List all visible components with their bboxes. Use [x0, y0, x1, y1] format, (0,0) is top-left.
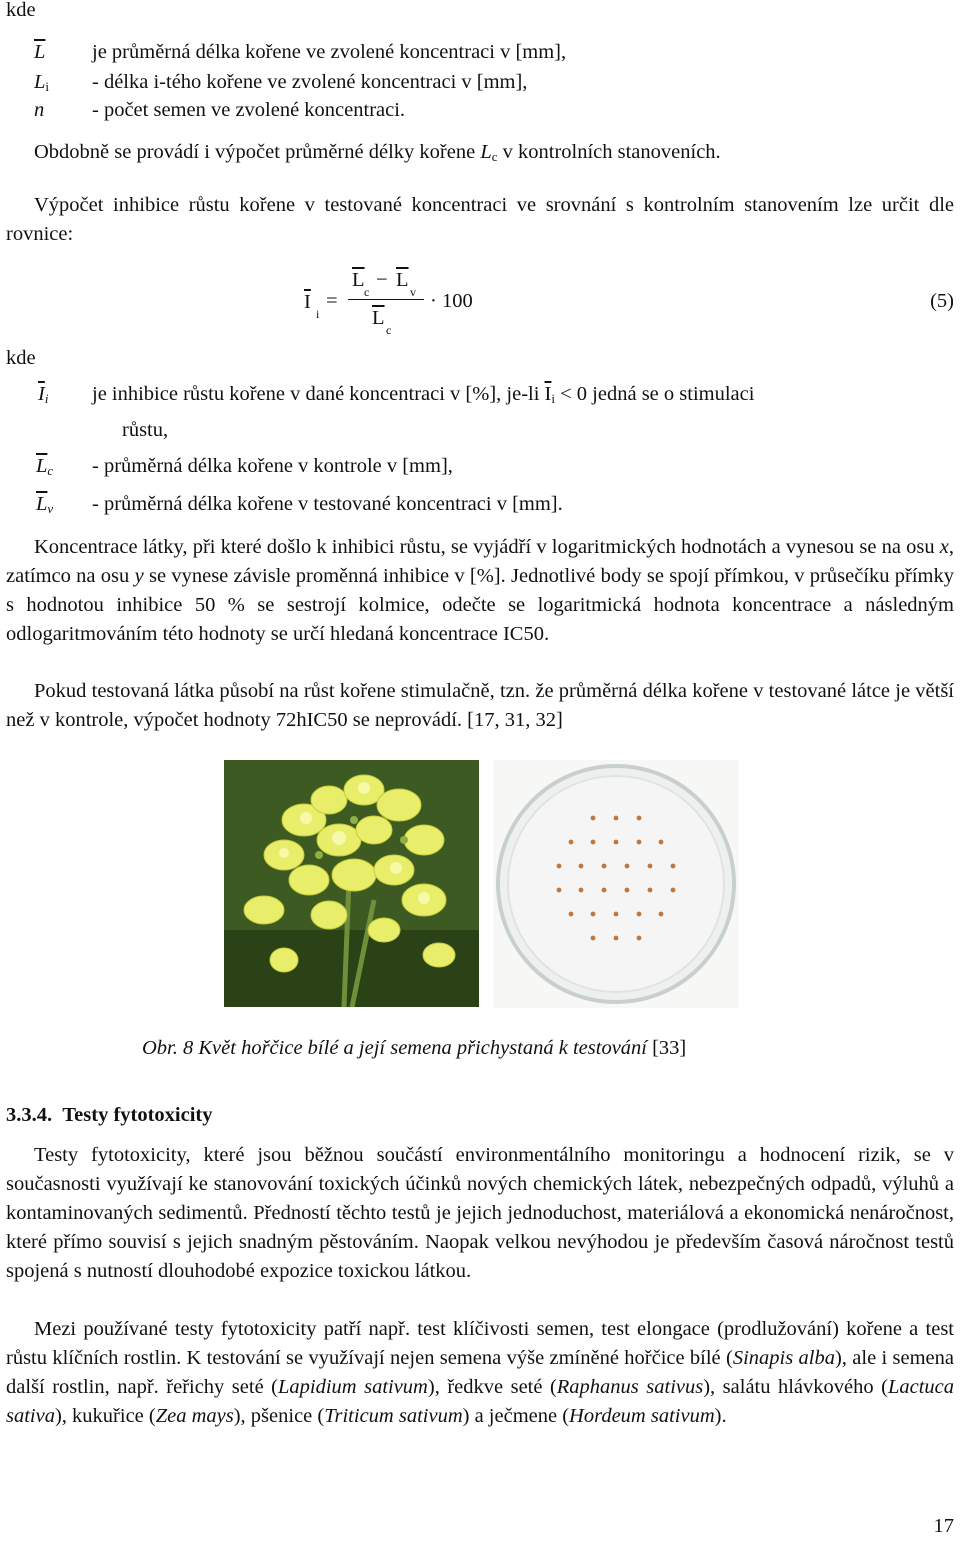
phytotoxicity-paragraph: Testy fytotoxicity, které jsou běžnou součástí environmentálního monitoringu a hodnocení rizik, se v současnosti využívají ke stanovování toxických účinků nových chemických látek, nebezpečných odpadů, výluhů a kontaminovaných sedimentů. Předností těchto testů je jejich jednoduchost, materiálová a ekonomická nenáročnost, které přímo souvisí s jejich snadným pěstováním. Naopak velkou nevýhodou je především časová náročnost testů spojená s nutností dlouhodobé expozice toxickou látkou.	[6, 1144, 954, 1282]
definition-continuation: růstu,	[122, 419, 169, 441]
definition-text: je inhibice růstu kořene v dané koncentraci v [%], je-li $\overline{I}_i < 0$ jedná se o stimulaci	[92, 383, 755, 406]
stimulation-paragraph: Pokud testovaná látka působí na růst kořene stimulačně, tzn. že průměrná délka kořene v testované látce je větší než v kontrole, výpočet hodnoty 72hIC50 se neprovádí. [17, 31, 32]	[6, 680, 954, 731]
equation-denominator: $\overline{L}$	[372, 307, 385, 329]
petri-dish-illustration	[493, 760, 739, 1008]
definition-symbol: $\overline{L}_c$	[36, 455, 54, 478]
equation-numerator-lv: $\overline{L}$	[396, 269, 409, 291]
ic50-paragraph: Koncentrace látky, při které došlo k inhibici růstu, se vyjádří v logaritmických hodnotách a vynesou se na osu x, zatímco na osu y se vynese závisle proměnná inhibice v [%]. Jednotlivé body se spojí přímkou, v průsečíku přímky s hodnotou inhibice 50 % se sestrojí kolmice, odečte se logaritmická hodnota koncentrace a následným odlogaritmováním této hodnoty se určí hledaná koncentrace IC50.	[6, 536, 954, 645]
mustard-flower-photo	[224, 760, 479, 1007]
definition-symbol: $\overline{L}$	[34, 41, 46, 63]
definition-text: - délka i-tého kořene ve zvolené koncentraci v [mm],	[92, 71, 528, 93]
definition-text: - průměrná délka kořene v testované koncentraci v [mm].	[92, 493, 563, 515]
equation-numerator-lc: $\overline{L}$	[352, 269, 365, 291]
equation-intro-paragraph: Výpočet inhibice růstu kořene v testované koncentraci ve srovnání s kontrolním stanovením lze určit dle rovnice:	[6, 194, 954, 245]
definition-row	[0, 490, 960, 519]
test-types-paragraph: Mezi používané testy fytotoxicity patří např. test klíčivosti semen, test elongace (prodlužování) kořene a test růstu klíčních rostlin. K testování se využívají nejen semena výše zmíněné hořčice bílé (Sinapis alba), ale i semena další rostlin, např. řeřichy seté (Lapidium sativum), ředkve seté (Raphanus sativus), salátu hlávkového (Lactuca sativa), kukuřice (Zea mays), pšenice (Triticum sativum) a ječmene (Hordeum sativum).	[6, 1318, 954, 1427]
definition-text: - počet semen ve zvolené koncentraci.	[92, 99, 406, 121]
page-number: 17	[933, 1515, 954, 1537]
definition-symbol: $L_i$	[34, 71, 50, 94]
definition-row	[0, 38, 960, 67]
petri-dish-photo	[493, 760, 739, 1008]
kde-label: kde	[6, 347, 36, 369]
equation-number: (5)	[930, 290, 954, 312]
definition-text: - průměrná délka kořene v kontrole v [mm],	[92, 455, 453, 477]
similar-calculation-line: Obdobně se provádí i výpočet průměrné délky kořene $L_c$ v kontrolních stanoveních.	[34, 141, 721, 164]
kde-label-top: kde	[6, 0, 36, 21]
definition-symbol: $\overline{I}_i$	[38, 383, 49, 406]
mustard-flower-illustration	[224, 760, 479, 1007]
definition-row	[0, 96, 960, 125]
section-heading: 3.3.4. Testy fytotoxicity	[6, 1104, 213, 1126]
definition-symbol: $\overline{L}_v$	[36, 493, 54, 516]
inhibition-equation: $\overline{I}$ i = $\overline{L}$ c − $\overline{L}$ v $\overline{L}$ c · 100	[300, 262, 500, 342]
equation-lhs: $\overline{I}$	[304, 291, 311, 313]
definition-symbol: n	[34, 99, 45, 121]
definition-row	[0, 68, 960, 97]
fraction-bar	[348, 299, 424, 300]
definition-row	[0, 452, 960, 481]
definition-text: je průměrná délka kořene ve zvolené koncentraci v [mm],	[92, 41, 567, 63]
figure-caption: Obr. 8 Květ hořčice bílé a její semena přichystaná k testování [33]	[142, 1037, 687, 1059]
definition-row	[0, 380, 960, 409]
